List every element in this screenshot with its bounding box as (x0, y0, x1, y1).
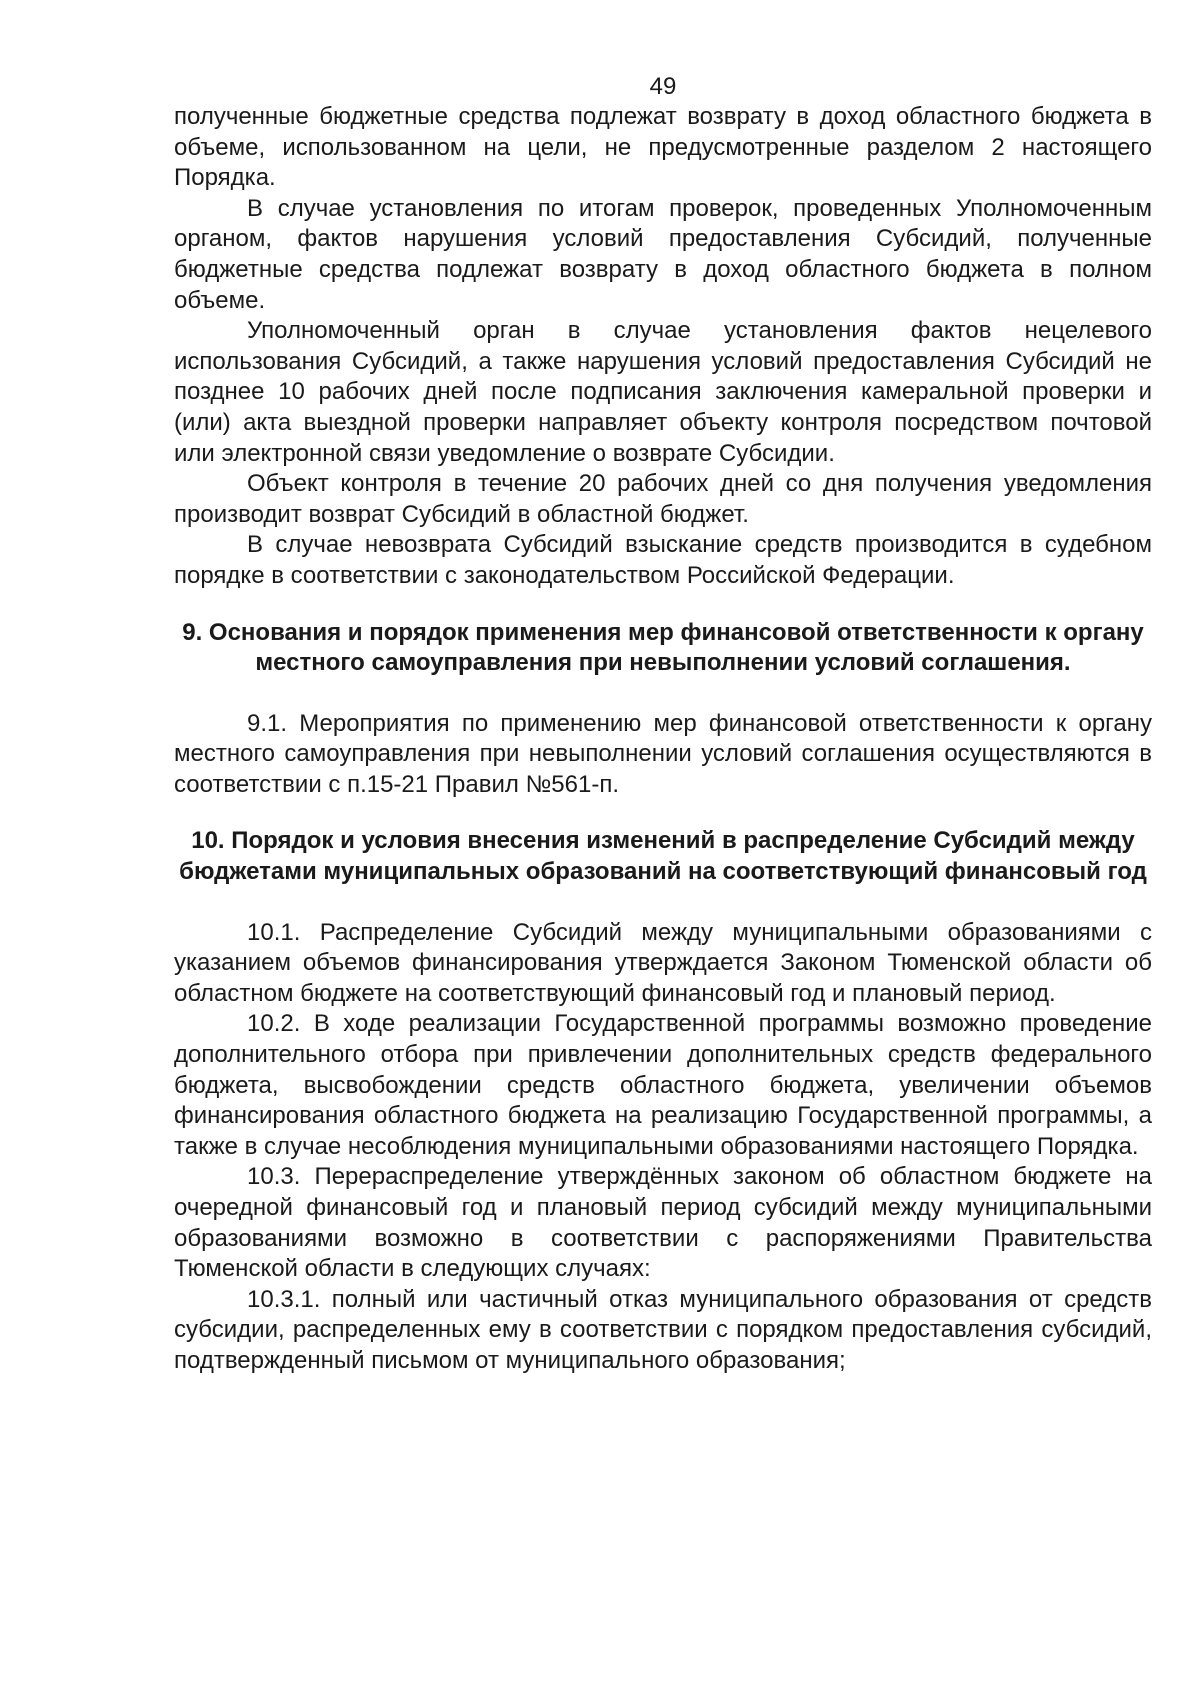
paragraph-9-1: 9.1. Мероприятия по применению мер финансовой ответственности к органу местного самоуправления при невыполнении условий соглашения осуществляются в соответствии с п.15-21 Правил №561-п. (174, 709, 1152, 798)
paragraph-court-recovery: В случае невозврата Субсидий взыскание средств производится в судебном порядке в соответствии с законодательством Российской Федерации. (174, 531, 1152, 589)
paragraph-10-2: 10.2. В ходе реализации Государственной программы возможно проведение дополнительного отбора при привлечении дополнительных средств федерального бюджета, высвобождении средств областного бюджета, увеличении объемов финансирования областного бюджета на реализацию Государственной программы, а также в случае несоблюдения муниципальными образованиями настоящего Порядка. (174, 1010, 1152, 1160)
paragraph-refund-deadline: Объект контроля в течение 20 рабочих дней со дня получения уведомления производит возврат Субсидий в областной бюджет. (174, 470, 1152, 528)
section-9-heading: 9. Основания и порядок применения мер финансовой ответственности к органу местного самоуправления при невыполнении условий соглашения. (182, 618, 1144, 677)
paragraph-continuation: полученные бюджетные средства подлежат возврату в доход областного бюджета в объеме, использованном на цели, не предусмотренные разделом 2 настоящего Порядка. (174, 103, 1152, 192)
page-number: 49 (649, 73, 677, 100)
paragraph-refund-full: В случае установления по итогам проверок, проведенных Уполномоченным органом, фактов нарушения условий предоставления Субсидий, полученные бюджетные средства подлежат возврату в доход областного бюджета в полном объеме. (174, 194, 1152, 314)
paragraph-10-1: 10.1. Распределение Субсидий между муниципальными образованиями с указанием объемов финансирования утверждается Законом Тюменской области об областном бюджете на соответствующий финансовый год и плановый период. (174, 918, 1152, 1007)
paragraph-notice: Уполномоченный орган в случае установления фактов нецелевого использования Субсидий, а также нарушения условий предоставления Субсидий не позднее 10 рабочих дней после подписания заключения камеральной проверки и (или) акта выездной проверки направляет объекту контроля посредством почтовой или электронной связи уведомление о возврате Субсидии. (174, 317, 1152, 467)
section-10-heading: 10. Порядок и условия внесения изменений в распределение Субсидий между бюджетами муниципальных образований на соответствующий финансовый год (179, 827, 1147, 886)
document-page (174, 72, 1152, 1377)
paragraph-10-3-1: 10.3.1. полный или частичный отказ муниципального образования от средств субсидии, распределенных ему в соответствии с порядком предоставления субсидий, подтвержденный письмом от муниципального образования; (174, 1285, 1152, 1374)
paragraph-10-3: 10.3. Перераспределение утверждённых законом об областном бюджете на очередной финансовый год и плановый период субсидий между муниципальными образованиями возможно в соответствии с распоряжениями Правительства Тюменской области в следующих случаях: (174, 1163, 1152, 1283)
